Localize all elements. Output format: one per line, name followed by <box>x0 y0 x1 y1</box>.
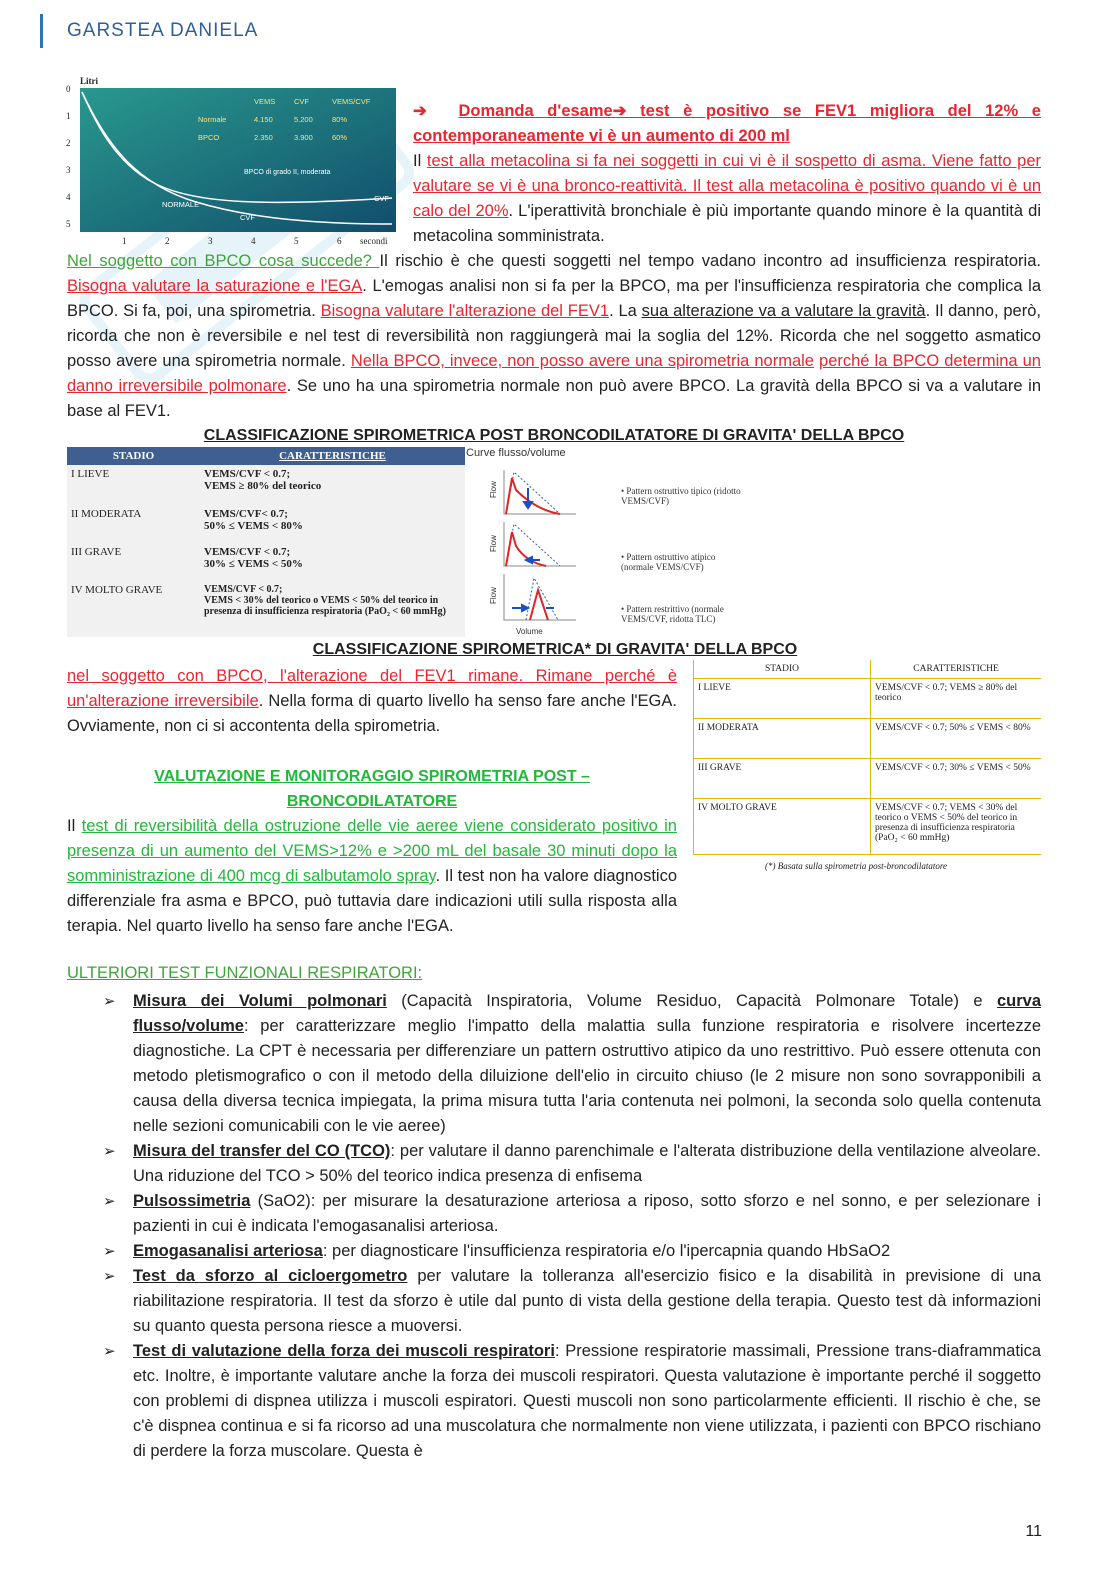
stadio-cell: IV MOLTO GRAVE <box>71 584 163 596</box>
flow-axis-label: Flow <box>489 535 498 552</box>
char-line: VEMS < 30% del teorico o VEMS < 50% del teorico in presenza di insufficienza respiratoria (PaO₂ < 60 mmHg) <box>204 595 446 617</box>
char-cell: VEMS/CVF < 0.7; 30% ≤ VEMS < 50% <box>871 759 1042 799</box>
flow-axis-label: Flow <box>489 481 498 498</box>
chart-cell: 4.150 <box>254 115 273 124</box>
col-caratteristiche: CARATTERISTICHE <box>279 450 386 462</box>
item-heading-2: curva flusso/volume <box>133 992 1041 1035</box>
item-text: (SaO2): per misurare la desaturazione arteriosa a riposo, sotto sforzo e nel sonno, e per selezionare i pazienti in cui è indicata l'emogasanalisi arteriosa. <box>133 1192 1041 1235</box>
table-row <box>694 719 1042 759</box>
char-line: VEMS/CVF < 0.7; <box>204 584 283 595</box>
char-line: VEMS/CVF < 0.7; <box>204 468 291 480</box>
stadio-cell: IV MOLTO GRAVE <box>694 799 871 855</box>
table-row <box>67 581 465 620</box>
table-row <box>67 543 465 581</box>
x-tick: 6 <box>337 236 342 246</box>
item-heading: Test di valutazione della forza dei muscoli respiratori <box>133 1342 555 1360</box>
char-line: VEMS/CVF < 0.7; <box>204 546 291 558</box>
char-line: VEMS ≥ 80% del teorico <box>204 480 322 492</box>
chart-cell: 3.900 <box>294 133 313 142</box>
curve-note: • Pattern restrittivo (normale VEMS/CVF, ridotta TLC) <box>621 604 724 624</box>
valut-start: Il <box>67 817 82 835</box>
valut-end: . Il test non ha valore diagnostico differenziale fra asma e BPCO, può tuttavia dare indicazioni utili sulla risposta alla terapia. Nel quarto livello ha senso fare anche l'EGA. <box>67 867 677 935</box>
p1-start: Il <box>413 152 427 170</box>
item-heading: Misura dei Volumi polmonari <box>133 992 387 1010</box>
ulteriori-list <box>67 989 1041 1464</box>
p2-text-2: . L'emogas analisi non si fa per la BPCO, ma per l'insufficienza respiratoria che complica la BPCO. Si fa, poi, una spirometria. <box>67 277 1042 320</box>
item-text: (Capacità Inspiratoria, Volume Residuo, Capacità Polmonare Totale) e <box>386 992 997 1010</box>
x-tick: 1 <box>122 236 127 246</box>
p2-red-1: Bisogna valutare la saturazione e l'EGA <box>67 277 363 295</box>
metacolina-test: test alla metacolina si fa nei soggetti in cui vi è il sospetto di asma. Viene fatto per valutare se vi è una bronco-reattività. Il test alla metacolina è positivo quando vi è un calo del 20% <box>413 152 1041 220</box>
valutazione-title: VALUTAZIONE E MONITORAGGIO SPIROMETRIA POST – BRONCODILATATORE <box>154 768 590 810</box>
item-text: : per diagnosticare l'insufficienza respiratoria e/o l'ipercapnia quando HbSaO2 <box>322 1242 891 1260</box>
classification-table-1 <box>67 447 465 637</box>
chart-col-header: VEMS <box>254 97 276 106</box>
y-tick: 4 <box>66 192 71 202</box>
char-line: 50% ≤ VEMS < 80% <box>204 520 303 532</box>
bullet-arrow-icon: ➢ <box>103 1268 116 1285</box>
col-caratteristiche: CARATTERISTICHE <box>871 660 1042 679</box>
list-item <box>67 1239 1041 1264</box>
stadio-cell: I LIEVE <box>71 468 110 480</box>
col-stadio: STADIO <box>112 450 155 462</box>
p2-text-4: . Il danno, però, ricorda che non è reversibile e nel test di reversibilità non raggiungerà mai la soglia del 12%. Ricorda che nel soggetto asmatico posso avere una spirometria normale. <box>67 302 1041 370</box>
author-name: GARSTEA DANIELA <box>67 20 259 41</box>
list-item <box>67 1139 1041 1189</box>
chart-y-label: Litri <box>80 76 98 86</box>
bpco-paragraph <box>67 249 1041 424</box>
bpco-question: Nel soggetto con BPCO cosa succede? <box>67 252 380 270</box>
flow-axis-label: Flow <box>489 587 498 604</box>
fev1-text: . Nella forma di quarto livello ha senso fare anche l'EGA. Ovviamente, non ci si accontenta della spirometria. <box>67 692 677 735</box>
p2-text-6: . Se uno ha una spirometria normale non può avere BPCO. La gravità della BPCO si va a valutare in base al FEV1. <box>67 377 1042 420</box>
header-accent-bar <box>40 14 43 48</box>
exam-question: Domanda d'esame➔ test è positivo se FEV1 migliora del 12% e contemporaneamente vi è un aumento di 200 ml <box>413 102 1041 145</box>
chart-cell: 2.350 <box>254 133 273 142</box>
x-tick: 4 <box>251 236 256 246</box>
char-line: 30% ≤ VEMS < 50% <box>204 558 303 570</box>
p2-text-3: . La <box>609 302 642 320</box>
fev1-paragraph <box>67 664 677 739</box>
p2-red-4: perché la BPCO determina un danno irreversibile polmonare <box>67 352 1041 395</box>
bullet-arrow-icon: ➢ <box>103 1243 116 1260</box>
bullet-arrow-icon: ➢ <box>103 1193 116 1210</box>
table-row <box>694 679 1042 719</box>
char-cell: VEMS/CVF < 0.7; VEMS < 30% del teorico o VEMS < 50% del teorico in presenza di insufficienza respiratoria (PaO₂ < 60 mmHg) <box>871 799 1042 855</box>
item-heading: Misura del transfer del CO (TCO) <box>133 1142 391 1160</box>
volume-axis-label: Volume <box>516 627 543 636</box>
item-heading: Pulsossimetria <box>133 1192 251 1210</box>
valut-green: test di reversibilità della ostruzione delle vie aeree viene considerato positivo in presenza di un aumento del VEMS>12% e >200 mL del basale 30 minuti dopo la somministrazione di 400 mcg di salbutamolo spray <box>67 817 677 885</box>
p2-red-2: Bisogna valutare l'alterazione del FEV1 <box>320 302 610 320</box>
p2-red-3: Nella BPCO, invece, non posso avere una spirometria normale <box>350 352 814 370</box>
stadio-cell: I LIEVE <box>694 679 871 719</box>
chart-col-header: VEMS/CVF <box>332 97 371 106</box>
curve-title: Curve flusso/volume <box>466 447 566 459</box>
spirometry-chart <box>66 74 406 250</box>
char-line: VEMS/CVF< 0.7; <box>204 508 288 520</box>
valutazione-paragraph <box>67 814 677 939</box>
char-cell: VEMS/CVF < 0.7; 50% ≤ VEMS < 80% <box>871 719 1042 759</box>
p2-underline: sua alterazione va a valutare la gravità <box>641 302 926 320</box>
x-tick: 2 <box>165 236 170 246</box>
page-number: 11 <box>1025 1523 1042 1540</box>
chart-row-label: Normale <box>198 115 227 124</box>
chart-cell: 80% <box>332 115 348 124</box>
ulteriori-title: ULTERIORI TEST FUNZIONALI RESPIRATORI: <box>67 964 423 982</box>
x-tick: 3 <box>208 236 213 246</box>
x-axis-label: secondi <box>360 236 388 246</box>
stadio-cell: II MODERATA <box>71 508 142 520</box>
list-item <box>67 1264 1041 1339</box>
label-bpco-grade: BPCO di grado II, moderata <box>244 169 331 176</box>
chart-cell: 60% <box>332 133 348 142</box>
y-tick: 0 <box>66 84 71 94</box>
bullet-arrow-icon: ➢ <box>103 1343 116 1360</box>
col-stadio: STADIO <box>694 660 871 679</box>
p2-text-1: Il rischio è che questi soggetti nel tempo vadano incontro ad insufficienza respiratoria. <box>379 252 1041 270</box>
y-tick: 5 <box>66 219 71 229</box>
table-footnote: (*) Basata sulla spirometria post-broncodilatatore <box>765 861 947 871</box>
item-heading: Test da sforzo al cicloergometro <box>133 1267 408 1285</box>
table-row <box>67 465 465 505</box>
stadio-cell: III GRAVE <box>694 759 871 799</box>
curve-note: • Pattern ostruttivo atipico (normale VEMS/CVF) <box>621 552 716 572</box>
item-text: : Pressione respiratorie massimali, Pressione trans-diaframmatica etc. Inoltre, è importante valutare anche la forza dei muscoli respiratori. Questa valutazione è importante perché il soggetto con problemi di dispnea utilizza i muscoli espiratori. Questi muscoli non sono particolarmente efficienti. Il rischio è che, se c'è dispnea continua e si fa ricorso ad una muscolatura che normalmente non viene utilizzata, i pazienti con BPCO rischiano di perdere la forza muscolare. Questa è <box>133 1342 1042 1460</box>
y-tick: 3 <box>66 165 71 175</box>
classification-table-2 <box>693 660 1041 871</box>
flow-volume-curves <box>486 462 586 638</box>
item-heading: Emogasanalisi arteriosa <box>133 1242 323 1260</box>
bullet-arrow-icon: ➢ <box>103 993 116 1010</box>
exam-paragraph <box>413 99 1041 249</box>
arrow-icon: ➔ <box>413 102 427 120</box>
label-normale: NORMALE <box>162 200 200 209</box>
y-tick: 2 <box>66 138 71 148</box>
classification-title-2: CLASSIFICAZIONE SPIROMETRICA* DI GRAVITA' DELLA BPCO <box>312 641 798 658</box>
bullet-arrow-icon: ➢ <box>103 1143 116 1160</box>
list-item <box>67 1339 1041 1464</box>
classification-title-1: CLASSIFICAZIONE SPIROMETRICA POST BRONCODILATATORE DI GRAVITA' DELLA BPCO <box>203 427 905 444</box>
x-tick: 5 <box>294 236 299 246</box>
stadio-cell: III GRAVE <box>71 546 122 558</box>
stadio-cell: II MODERATA <box>694 719 871 759</box>
label-cvf-bottom: CVF <box>240 213 255 222</box>
char-cell: VEMS/CVF < 0.7; VEMS ≥ 80% del teorico <box>871 679 1042 719</box>
label-cvf-right: CVF <box>374 194 389 203</box>
fev1-red: nel soggetto con BPCO, l'alterazione del FEV1 rimane. Rimane perché è un'alterazione irreversibile <box>67 667 677 710</box>
item-text-2: : per caratterizzare meglio l'impatto della malattia sulla funzione respiratoria e risolvere incertezze diagnostiche. La CPT è necessaria per differenziare un pattern ostruttivo atipico da uno restrittivo. Può essere ottenuta con metodo pletismografico o con il metodo della diluizione dell'elio in circuito chiuso (le 2 misure non sono sovrapponibili a causa della diversa tecnica impiegata, la prima misura tutta l'aria contenuta nei polmoni, la seconda solo quella contenuta nelle sezioni comunicabili con le vie aeree) <box>133 1017 1041 1135</box>
table-row <box>694 799 1042 855</box>
chart-row-label: BPCO <box>198 133 220 142</box>
chart-cell: 5.200 <box>294 115 313 124</box>
p1-end: . L'iperattività bronchiale è più importante quando minore è la quantità di metacolina somministrata. <box>413 202 1041 245</box>
table-row <box>694 759 1042 799</box>
y-tick: 1 <box>66 111 71 121</box>
curve-note: • Pattern ostruttivo tipico (ridotto VEMS/CVF) <box>621 486 741 506</box>
list-item <box>67 1189 1041 1239</box>
chart-col-header: CVF <box>294 97 309 106</box>
table-row <box>67 505 465 543</box>
item-text: per valutare la tolleranza all'esercizio fisico e la disabilità in previsione di una riabilitazione respiratoria. Il test da sforzo è utile dal punto di vista della gestione della terapia. Questo test dà informazioni su quanto questa persona riesce a muoversi. <box>133 1267 1041 1335</box>
item-text: : per valutare il danno parenchimale e l'alterata distribuzione della ventilazione alveolare. Una riduzione del TCO > 50% del teorico indica presenza di enfisema <box>133 1142 1041 1185</box>
list-item <box>67 989 1041 1139</box>
